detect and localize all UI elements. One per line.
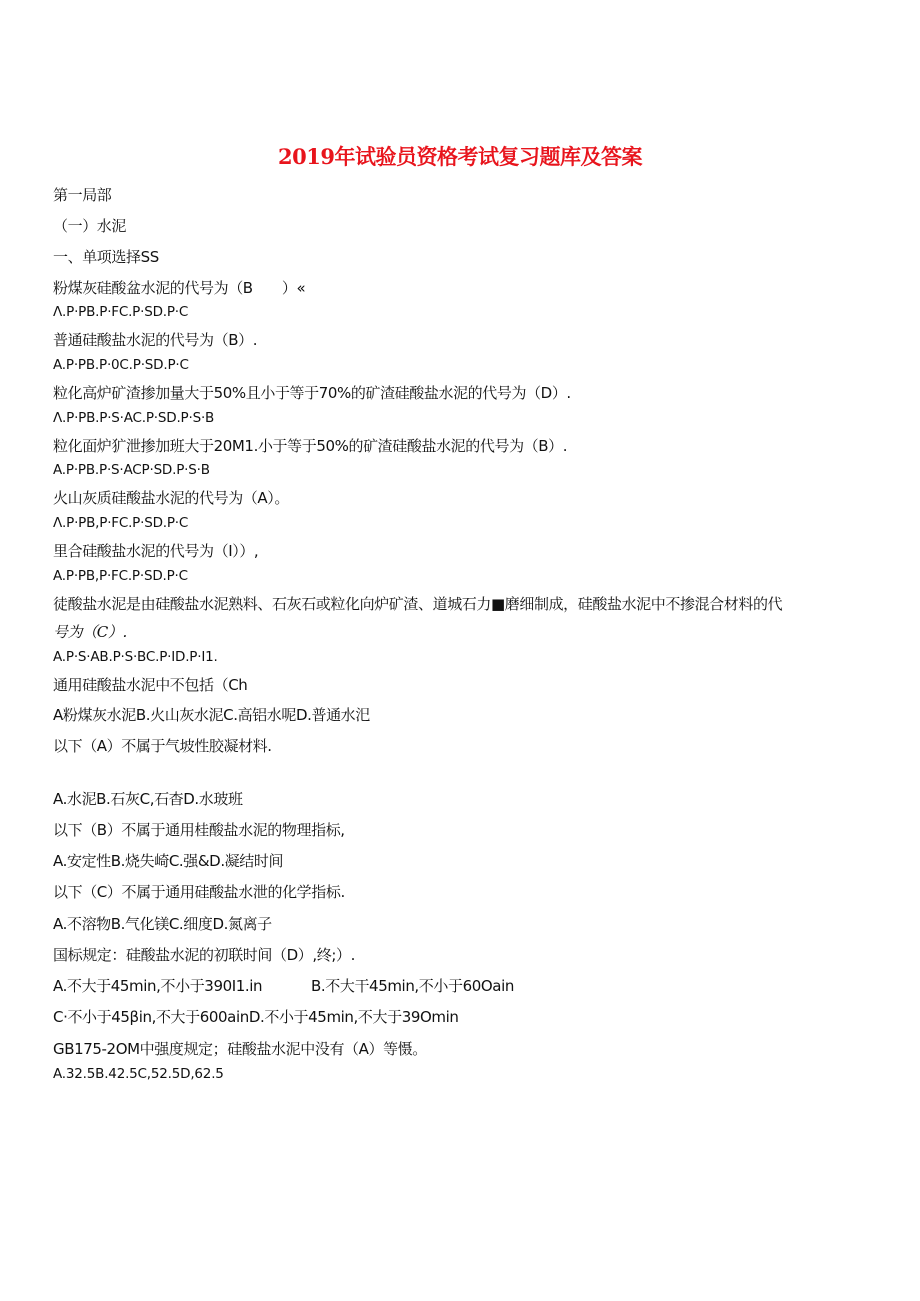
question-text: 以下（A）不属于气坡性胶凝材料. [53,737,272,755]
question-text: 通用硅酸盐水泥中不包括（Ch [53,676,248,694]
answer-options: A.不溶物B.气化镁C.细度D.氮离子 [53,915,272,933]
answer-options: A.P·PB.P·0C.P·SD.P·C [53,357,189,373]
answer-options: A.32.5B.42.5C,52.5D,62.5 [53,1066,224,1082]
subsection-heading: （一）水泥 [53,217,127,235]
question-text: 徒酸盐水泥是由硅酸盐水泥熟料、石灰石或粒化向炉矿渣、道城石力■磨细制成，硅酸盐水泥中不掺混合材料的代 [53,595,783,613]
question-text-continued: 号为（C）. [53,623,127,641]
question-text: 以下（B）不属于通用桂酸盐水泥的物理指标, [53,821,345,839]
question-text: 粒化高炉矿渣掺加量大于50%且小于等于70%的矿渣硅酸盐水泥的代号为（D）. [53,384,571,402]
document-title: 2019年试验员资格考试复习题库及答案 [278,144,642,169]
answer-options: Λ.P·PB,P·FC.P·SD.P·C [53,515,189,531]
answer-options: A粉煤灰水泥B.火山灰水泥C.高铝水呢D.普通水汜 [53,706,370,724]
question-text: 粉煤灰硅酸盆水泥的代号为（B ）« [53,279,306,297]
answer-options: A.不大于45min,不小于390I1.in [53,977,263,995]
question-text: 普通硅酸盐水泥的代号为（B）. [53,331,258,349]
question-text: 火山灰质硅酸盐水泥的代号为（A）。 [53,489,289,507]
answer-options: B.不大干45min,不小于60Oain [311,977,514,995]
question-text: 粒化面炉犷泄掺加班大于20M1.小于等于50%的矿渣硅酸盐水泥的代号为（B）. [53,437,568,455]
section-heading: 第一局部 [53,186,112,204]
answer-options: A.P·PB.P·S·ACP·SD.P·S·B [53,462,210,478]
question-text: 国标规定：硅酸盐水泥的初联时间（D）,终;）. [53,946,355,964]
answer-options: C·不小于45βin,不大于600ainD.不小于45min,不大于39Omin [53,1008,459,1026]
answer-options: A.安定性B.烧失崎C.强&D.凝结时间 [53,852,284,870]
question-text: 里合硅酸盐水泥的代号为（I））, [53,542,259,560]
question-text: GB175-2OM中强度规定；硅酸盐水泥中没有（A）等慑。 [53,1040,427,1058]
answer-options: A.水泥B.石灰C,石杳D.水玻班 [53,790,243,808]
answer-options: A.P·S·AB.P·S·BC.P·ID.P·I1. [53,649,218,665]
answer-options: Λ.P·PB.P·S·AC.P·SD.P·S·B [53,410,215,426]
question-type-heading: 一、单项选择SS [53,248,159,266]
question-text: 以下（C）不属于通用硅酸盐水泄的化学指标. [53,883,345,901]
answer-options: Λ.P·PB.P·FC.P·SD.P·C [53,304,189,320]
answer-options: A.P·PB,P·FC.P·SD.P·C [53,568,188,584]
